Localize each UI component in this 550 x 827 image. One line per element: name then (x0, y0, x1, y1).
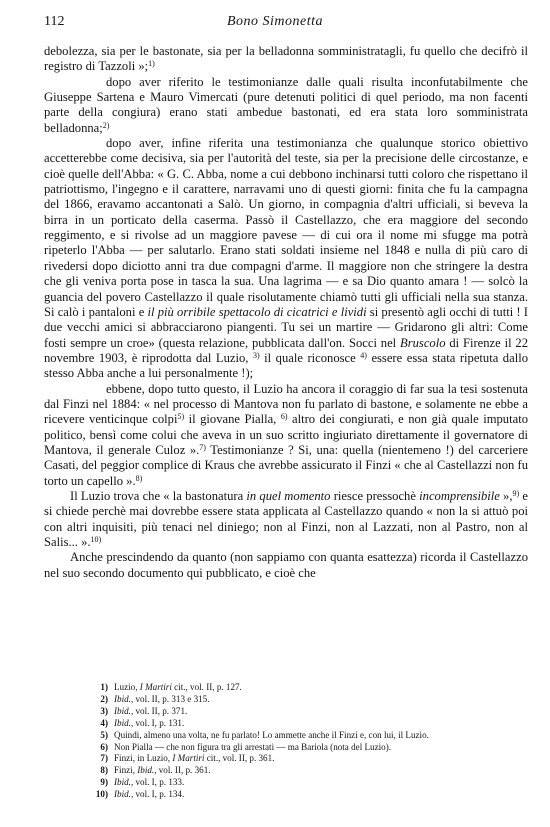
footnote-ref: 6) (280, 412, 288, 422)
body-text (44, 44, 528, 581)
text-run: , vol. II, p. 361. (154, 765, 211, 776)
footnote (90, 694, 520, 706)
text-run: dopo aver, infine riferita una testimonianza che qualunque storico obiettivo accetterebbe come decisiva, sia per l'autorità del teste, sia per la precisione delle circostanze, e cioè quelle dell'Abba: « G. C. Abba, nome a cui debbono inchinarsi tutti coloro che rispettano il patriottismo, l'ingegno e il carattere, narravami uno di questi giorni: finita che fu la campagna del 1866, eravamo accantonati a Salò. Un giorno, in compagnia d'altri ufficiali, si beveva la birra in un porticato della caserma. Passò il Castellazzo, che era maggiore del secondo reggimento, e si rivolse ad un maggiore pavese — di cui ora il nome mi sfugge ma potrà ripeterlo l'Abba — per salutarlo. Erano stati soldati insieme nel 1848 e nulla di più caro di rivedersi dopo diciotto anni tra due compagni d'arme. Il maggiore non che stringere la destra che gli veniva porta pose in tasca la sua. Una lagrima — e sa Dio quanto amara ! — solcò la guancia del povero Castellazzo il quale risolutamente chiamò tutti gli ufficiali nella sua stanza. Si calò i pantaloni e (44, 136, 528, 319)
text-run: , vol. I, p. 131. (130, 717, 185, 728)
italic-text: Ibid. (137, 765, 155, 776)
footnote-number: 3) (100, 705, 108, 716)
text-run: Finzi, in Luzio, (114, 753, 173, 764)
text-run: Luzio, (114, 682, 140, 692)
italic-text: I Martiri (172, 753, 205, 764)
italic-text: I Martiri (139, 682, 172, 692)
italic-text: il più orribile spettacolo di cicatrici e lividi (147, 304, 367, 319)
footnote-number: 4) (100, 717, 108, 728)
text-run: , vol. I, p. 134. (130, 789, 185, 800)
footnote-number: 9) (100, 777, 108, 788)
footnote-number: 8) (100, 765, 108, 776)
text-run: cit., vol. II, p. 127. (171, 682, 242, 692)
footnote (90, 682, 520, 694)
text-run: il giovane Pialla, (184, 412, 281, 427)
footnote (90, 742, 520, 754)
text-run: Non Pialla — che non figura tra gli arrestati — ma Bariola (nota del Luzio). (114, 741, 392, 752)
text-run: Testimonianze ? Si, una: quella (nientemeno !) del carceriere Casati, del peggior complice di Kraus che avrebbe assicurato il Finzi « che al Castellazzi non fu torto un capello ». (44, 442, 528, 488)
footnote-number: 6) (100, 741, 108, 752)
italic-text: Bruscolo (400, 335, 446, 350)
footnote-number: 7) (100, 753, 108, 764)
text-run: , vol. II, p. 371. (130, 705, 188, 716)
italic-text: in quel momento (246, 488, 331, 503)
text-run: », (499, 488, 513, 503)
italic-text: Ibid. (114, 777, 131, 788)
footnote-ref: 7) (199, 442, 206, 452)
running-head: Bono Simonetta (226, 14, 324, 29)
italic-text: Ibid. (114, 705, 131, 716)
footnote-ref: 4) (360, 350, 367, 360)
text-run: riesce pressochè (330, 488, 420, 503)
text-run: cit., vol. II, p. 361. (204, 753, 275, 764)
paragraph (44, 75, 528, 136)
footnote-number: 1) (100, 682, 108, 692)
text-run: essere essa stata ripetuta dallo stesso Abba anche a lui personalmente !); (44, 350, 528, 381)
text-run: , vol. II, p. 313 e 315. (130, 693, 210, 704)
text-run: altro dei congiurati, e non già quale imputato politico, bensì come colui che aveva in un suo scritto ingiuriato direttamente il governatore di Mantova, il generale Culoz ». (44, 412, 528, 457)
paragraph (44, 489, 528, 550)
footnote-ref: 1) (148, 59, 155, 69)
text-run: debolezza, sia per le bastonate, sia per la belladonna somministratagli, fu quello che decifrò il registro di Tazzoli »; (44, 44, 528, 74)
text-run: Quindi, almeno una volta, ne fu parlato! Lo ammette anche il Finzi e, con lui, il Luzio. (114, 729, 429, 740)
footnote-number: 5) (100, 729, 108, 740)
text-run: dopo aver riferito le testimonianze dalle quali risulta inconfutabilmente che Giuseppe Sartena e Mauro Vimercati (pure detenuti politici di quel periodo, ma non facenti parte della congiura) erano stati ambedue bastonati, ed era stata loro somministrata belladonna; (44, 74, 528, 135)
text-run: Il Luzio trova che « la bastonatura (70, 488, 247, 503)
text-run: di Firenze il 22 novembre 1903, è riprodotta dal Luzio, (44, 335, 528, 365)
footnote-ref: 5) (177, 412, 185, 422)
text-run: Finzi, (114, 765, 138, 776)
footnote-number: 10) (95, 789, 108, 800)
footnote (90, 777, 520, 789)
footnote-ref: 9) (512, 488, 520, 498)
text-run: si presentò agli occhi di tutti ! I due vecchi amici si abbracciarono piangenti. Tu sei un martire — Gridarono gli altri: Come fosti sempre un croe» (questa relazione, pubblicata dall'on. Socci nel (44, 304, 529, 350)
italic-text: incomprensibile (419, 488, 500, 503)
italic-text: Ibid. (114, 717, 131, 728)
text-run: ebbene, dopo tutto questo, il Luzio ha ancora il coraggio di far sua la tesi sostenuta dal Finzi nel 1884: « nel processo di Mantova non fu parlato di bastone, e solamente ne ebbe a ricevere venticinque colpi (44, 381, 528, 427)
footnote (90, 730, 520, 742)
text-run: Anche prescindendo da quanto (non sappiamo con quanta esattezza) ricorda il Castellazzo nel suo secondo documento qui pubblicato, e cioè che (44, 550, 528, 580)
paragraph (44, 550, 528, 581)
footnote-ref: 2) (102, 120, 110, 130)
page-number: 112 (44, 14, 65, 29)
paragraph (44, 136, 528, 382)
footnote (90, 789, 520, 801)
footnote-ref: 10) (90, 535, 102, 544)
footnote-ref: 8) (135, 473, 143, 483)
text-run: , vol. I, p. 133. (130, 777, 185, 788)
italic-text: Ibid. (114, 693, 131, 704)
footnote (90, 765, 520, 777)
footnote-ref: 3) (252, 350, 260, 360)
text-run: e si chiede perchè mai dovrebbe essere stata applicata al Castellazzo quando « non la si attuò poi con altri inquisiti, più tenaci nel diniego; non al Finzi, non al Lazzati, non al Pastro, non al Salis... ». (44, 488, 528, 549)
paragraph (44, 382, 528, 489)
page-header (44, 14, 506, 36)
footnote (90, 706, 520, 718)
footnote (90, 753, 520, 765)
text-run: il quale riconosce (259, 350, 361, 365)
italic-text: Ibid. (114, 789, 131, 800)
footnote-number: 2) (100, 693, 108, 704)
footnotes (90, 682, 520, 801)
footnote (90, 718, 520, 730)
paragraph (44, 44, 528, 75)
